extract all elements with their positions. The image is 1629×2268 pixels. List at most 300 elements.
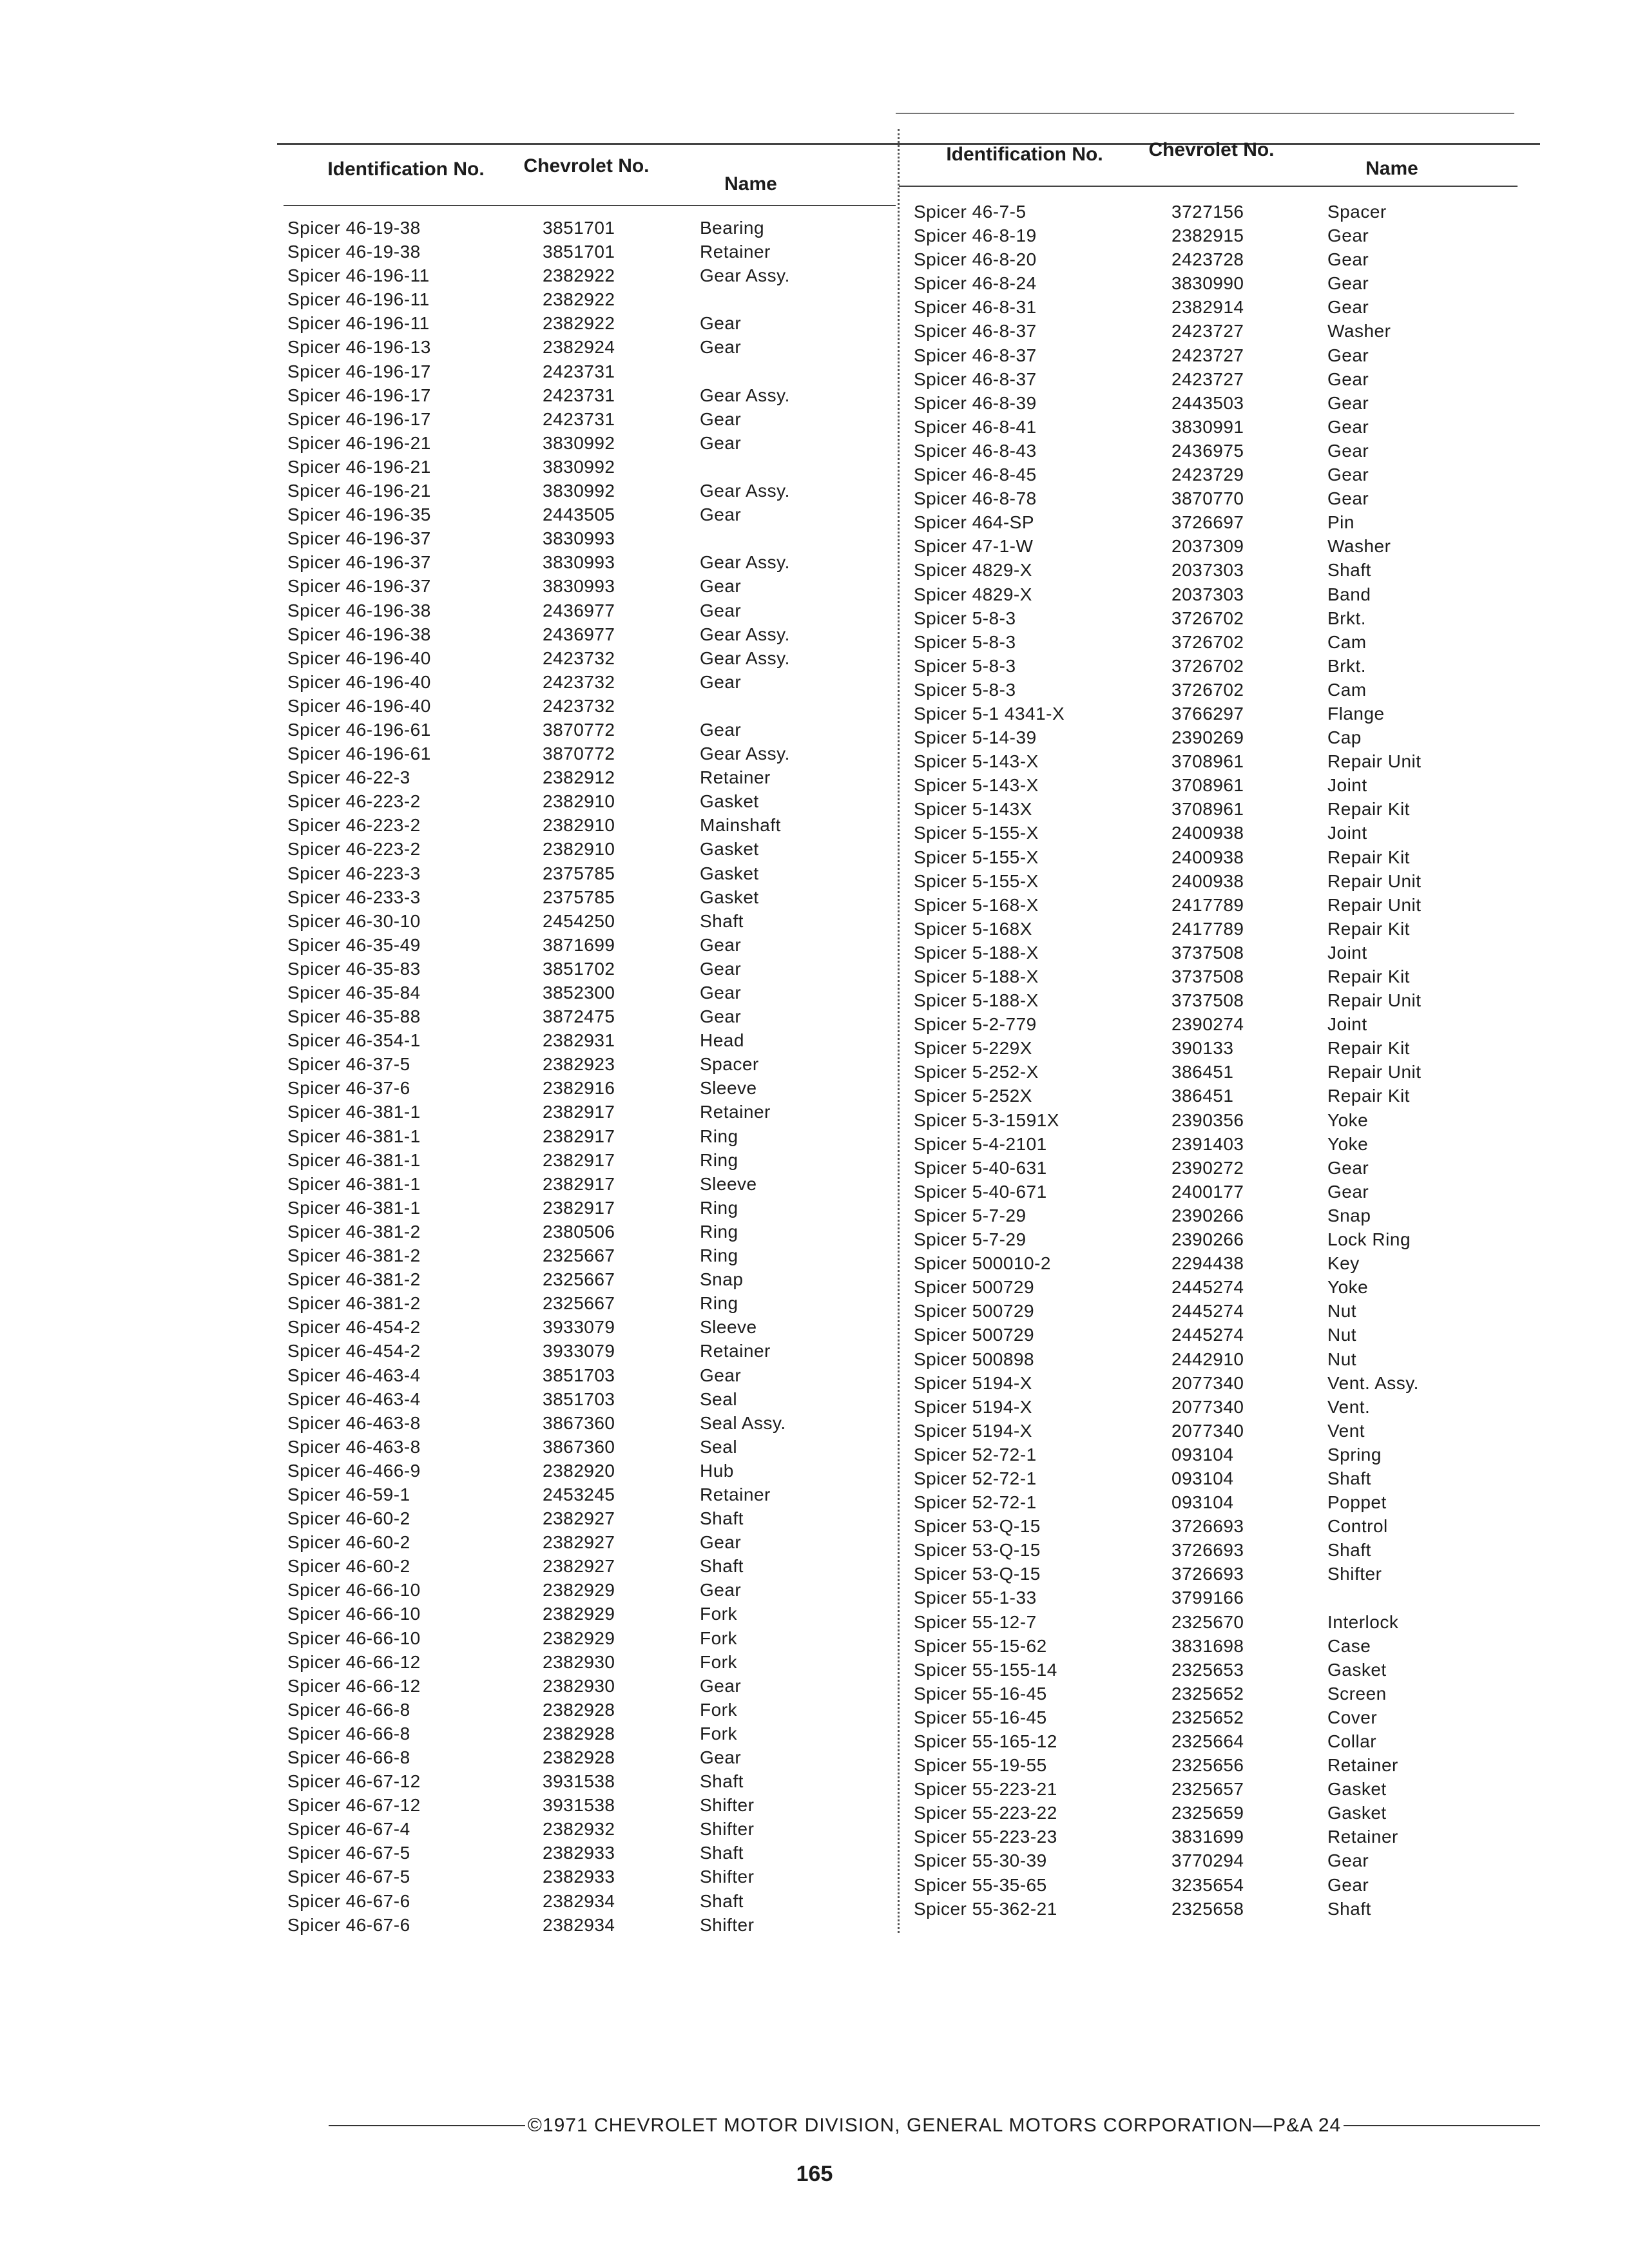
part-id: Spicer 46-196-40 (287, 671, 431, 692)
part-name: Gasket (1327, 1659, 1387, 1680)
table-row (914, 321, 1532, 345)
chevrolet-number: 2382927 (543, 1556, 615, 1577)
part-name: Vent. Assy. (1327, 1372, 1419, 1393)
table-row (287, 361, 893, 385)
chevrolet-number: 3830993 (543, 528, 615, 549)
part-name: Fork (700, 1723, 737, 1744)
table-row (914, 512, 1532, 536)
chevrolet-number: 2382927 (543, 1508, 615, 1529)
part-id: Spicer 46-463-8 (287, 1412, 421, 1433)
part-name: Gear (700, 505, 742, 525)
part-id: Spicer 46-8-20 (914, 249, 1037, 270)
part-name: Shaft (700, 1890, 744, 1911)
chevrolet-number: 2390269 (1171, 727, 1244, 748)
part-name: Pin (1327, 512, 1354, 533)
table-row (287, 1437, 893, 1461)
table-row (287, 1485, 893, 1508)
part-id: Spicer 46-66-8 (287, 1747, 410, 1767)
table-row (914, 1229, 1532, 1253)
chevrolet-number: 3766297 (1171, 703, 1244, 724)
table-row (287, 1508, 893, 1532)
part-id: Spicer 5-8-3 (914, 655, 1016, 676)
part-name: Yoke (1327, 1110, 1369, 1130)
part-id: Spicer 46-196-21 (287, 432, 431, 453)
table-row (914, 919, 1532, 943)
chevrolet-number: 2382928 (543, 1699, 615, 1720)
table-row (914, 727, 1532, 751)
part-name: Retainer (700, 1484, 771, 1504)
table-row (287, 409, 893, 433)
table-row (287, 265, 893, 289)
table-row (287, 1771, 893, 1795)
chevrolet-number: 2325667 (543, 1245, 615, 1266)
table-row (287, 767, 893, 791)
part-name: Flange (1327, 703, 1385, 724)
chevrolet-number: 2390266 (1171, 1205, 1244, 1225)
part-id: Spicer 46-381-2 (287, 1269, 421, 1290)
part-id: Spicer 5-40-631 (914, 1157, 1047, 1178)
part-name: Seal (700, 1389, 738, 1409)
part-name: Cap (1327, 727, 1362, 748)
part-id: Spicer 55-165-12 (914, 1731, 1057, 1751)
part-name: Washer (1327, 536, 1391, 557)
table-row (914, 1564, 1532, 1588)
part-name: Band (1327, 584, 1371, 604)
table-row (914, 393, 1532, 417)
chevrolet-number: 3737508 (1171, 990, 1244, 1011)
table-row (914, 1182, 1532, 1206)
part-id: Spicer 46-196-38 (287, 624, 431, 644)
part-id: Spicer 55-1-33 (914, 1588, 1037, 1608)
part-name: Gear (1327, 1874, 1369, 1895)
chevrolet-number: 2325658 (1171, 1898, 1244, 1919)
part-name: Shifter (700, 1819, 755, 1840)
part-id: Spicer 53-Q-15 (914, 1516, 1041, 1537)
table-row (914, 895, 1532, 919)
part-id: Spicer 5-143-X (914, 775, 1039, 796)
table-row (914, 1373, 1532, 1397)
chevrolet-number: 2077340 (1171, 1396, 1244, 1417)
part-id: Spicer 46-466-9 (287, 1460, 421, 1481)
table-row (287, 696, 893, 720)
part-name: Gear (1327, 1850, 1369, 1871)
part-id: Spicer 55-30-39 (914, 1850, 1047, 1871)
part-id: Spicer 46-196-38 (287, 600, 431, 620)
part-id: Spicer 46-196-11 (287, 265, 430, 286)
chevrolet-number: 2382933 (543, 1843, 615, 1863)
chevrolet-number: 2037303 (1171, 584, 1244, 604)
part-name: Shifter (700, 1795, 755, 1816)
table-row (914, 584, 1532, 608)
part-id: Spicer 46-19-38 (287, 242, 421, 262)
part-id: Spicer 500729 (914, 1301, 1035, 1321)
table-row (287, 1389, 893, 1413)
part-id: Spicer 46-8-31 (914, 297, 1037, 318)
table-row (914, 1134, 1532, 1158)
part-id: Spicer 5-2-779 (914, 1014, 1037, 1035)
part-id: Spicer 5-8-3 (914, 608, 1016, 628)
chevrolet-number: 3726702 (1171, 655, 1244, 676)
table-row (287, 385, 893, 409)
chevrolet-number: 2423731 (543, 385, 615, 405)
table-row (287, 481, 893, 505)
chevrolet-number: 2325653 (1171, 1659, 1244, 1680)
table-row (914, 751, 1532, 775)
table-row (914, 1492, 1532, 1516)
part-name: Snap (700, 1269, 744, 1290)
chevrolet-number: 2442910 (1171, 1349, 1244, 1369)
part-name: Seal Assy. (700, 1412, 786, 1433)
part-name: Joint (1327, 942, 1367, 963)
part-id: Spicer 52-72-1 (914, 1468, 1037, 1488)
table-row (914, 488, 1532, 512)
chevrolet-number: 2375785 (543, 887, 615, 907)
chevrolet-number: 3830993 (543, 552, 615, 573)
table-row (914, 608, 1532, 632)
part-id: Spicer 46-67-5 (287, 1843, 410, 1863)
part-name: Yoke (1327, 1277, 1369, 1298)
part-id: Spicer 46-8-24 (914, 273, 1037, 294)
left-parts-list (287, 218, 893, 1939)
chevrolet-number: 2423731 (543, 361, 615, 381)
chevrolet-number: 3708961 (1171, 799, 1244, 820)
left-header-rule (284, 205, 896, 206)
part-name: Gear (1327, 273, 1369, 294)
part-name: Ring (700, 1149, 738, 1170)
part-id: Spicer 47-1-W (914, 536, 1034, 557)
part-name: Gear (700, 337, 742, 358)
part-id: Spicer 46-381-1 (287, 1197, 421, 1218)
chevrolet-number: 3727156 (1171, 202, 1244, 222)
table-row (287, 1891, 893, 1915)
part-id: Spicer 46-223-2 (287, 839, 421, 860)
part-id: Spicer 46-60-2 (287, 1556, 410, 1577)
chevrolet-number: 3872475 (543, 1006, 615, 1027)
chevrolet-number: 2423727 (1171, 321, 1244, 341)
table-row (287, 242, 893, 265)
table-row (914, 1540, 1532, 1564)
part-id: Spicer 46-67-12 (287, 1795, 421, 1816)
table-row (287, 1724, 893, 1747)
part-id: Spicer 46-381-1 (287, 1149, 421, 1170)
chevrolet-number: 2423732 (543, 695, 615, 716)
page-number: 165 (796, 2162, 833, 2186)
table-row (287, 624, 893, 648)
chevrolet-number: 2382923 (543, 1054, 615, 1075)
chevrolet-number: 3933079 (543, 1341, 615, 1361)
table-row (914, 1707, 1532, 1731)
chevrolet-number: 3726702 (1171, 679, 1244, 700)
part-name: Sleeve (700, 1078, 757, 1099)
part-name: Key (1327, 1253, 1360, 1274)
part-id: Spicer 5194-X (914, 1420, 1032, 1441)
part-name: Brkt. (1327, 655, 1367, 676)
part-id: Spicer 46-8-45 (914, 465, 1037, 485)
part-name: Case (1327, 1635, 1371, 1656)
chevrolet-number: 2325670 (1171, 1611, 1244, 1632)
part-id: Spicer 55-16-45 (914, 1707, 1047, 1727)
part-id: Spicer 46-223-2 (287, 815, 421, 836)
chevrolet-number: 3737508 (1171, 966, 1244, 986)
part-id: Spicer 5-155-X (914, 847, 1039, 867)
part-id: Spicer 55-12-7 (914, 1611, 1037, 1632)
part-name: Gear (700, 1675, 742, 1696)
footer-rule-left (329, 2125, 525, 2126)
chevrolet-number: 2453245 (543, 1484, 615, 1504)
part-name: Ring (700, 1221, 738, 1242)
part-name: Shaft (1327, 1540, 1371, 1561)
chevrolet-number: 3931538 (543, 1771, 615, 1792)
part-name: Gear (700, 719, 742, 740)
part-id: Spicer 46-60-2 (287, 1532, 410, 1553)
table-row (914, 1779, 1532, 1803)
part-name: Shaft (1327, 1468, 1371, 1488)
part-name: Shifter (700, 1914, 755, 1935)
part-name: Shifter (700, 1867, 755, 1887)
part-name: Repair Kit (1327, 799, 1410, 820)
part-name: Gear (700, 1532, 742, 1553)
part-id: Spicer 46-60-2 (287, 1508, 410, 1529)
chevrolet-number: 3726693 (1171, 1564, 1244, 1584)
part-id: Spicer 500898 (914, 1349, 1035, 1369)
part-name: Gear (700, 432, 742, 453)
chevrolet-number: 2423732 (543, 648, 615, 668)
column-divider (898, 129, 900, 1933)
chevrolet-number: 2382917 (543, 1126, 615, 1146)
table-row (914, 1612, 1532, 1636)
chevrolet-number: 2390356 (1171, 1110, 1244, 1130)
part-id: Spicer 46-66-12 (287, 1651, 421, 1672)
table-row (287, 983, 893, 1006)
table-row (287, 552, 893, 576)
table-row (287, 1700, 893, 1724)
part-id: Spicer 46-30-10 (287, 910, 421, 931)
table-row (914, 249, 1532, 273)
chevrolet-number: 3830991 (1171, 416, 1244, 437)
part-name: Gear (700, 1006, 742, 1027)
chevrolet-number: 2382922 (543, 313, 615, 334)
table-row (914, 943, 1532, 966)
chevrolet-number: 2400177 (1171, 1181, 1244, 1202)
chevrolet-number: 2443505 (543, 505, 615, 525)
part-name: Gear (1327, 345, 1369, 365)
right-header-rule (899, 186, 1518, 187)
part-id: Spicer 5-8-3 (914, 631, 1016, 652)
table-row (914, 226, 1532, 249)
part-name: Gear (700, 983, 742, 1003)
chevrolet-number: 2382910 (543, 815, 615, 836)
right-header-name: Name (1365, 158, 1418, 179)
part-id: Spicer 500010-2 (914, 1253, 1051, 1274)
part-id: Spicer 5-40-671 (914, 1181, 1047, 1202)
part-id: Spicer 55-362-21 (914, 1898, 1057, 1919)
part-name: Gear (700, 313, 742, 334)
part-name: Repair Kit (1327, 918, 1410, 939)
part-id: Spicer 5-229X (914, 1038, 1032, 1059)
chevrolet-number: 3851703 (543, 1389, 615, 1409)
table-row (914, 1850, 1532, 1874)
part-name: Gear (700, 600, 742, 620)
table-row (914, 1110, 1532, 1134)
part-name: Gasket (700, 791, 759, 812)
part-id: Spicer 46-196-37 (287, 528, 431, 549)
part-name: Gear (1327, 1157, 1369, 1178)
table-row (287, 1030, 893, 1054)
part-name: Vent. (1327, 1396, 1371, 1417)
chevrolet-number: 3851701 (543, 218, 615, 238)
part-name: Gear (700, 671, 742, 692)
part-name: Repair Kit (1327, 1086, 1410, 1106)
chevrolet-number: 2037303 (1171, 560, 1244, 581)
chevrolet-number: 3726693 (1171, 1540, 1244, 1561)
part-id: Spicer 46-8-37 (914, 345, 1037, 365)
table-row (287, 1915, 893, 1939)
part-id: Spicer 5-143X (914, 799, 1032, 820)
table-row (914, 369, 1532, 393)
part-name: Gear (1327, 416, 1369, 437)
part-id: Spicer 46-67-6 (287, 1914, 410, 1935)
footer-rule-right (1344, 2125, 1540, 2126)
chevrolet-number: 2382922 (543, 265, 615, 286)
part-id: Spicer 46-19-38 (287, 218, 421, 238)
chevrolet-number: 2382917 (543, 1173, 615, 1194)
table-row (914, 1253, 1532, 1277)
part-name: Cover (1327, 1707, 1378, 1727)
part-id: Spicer 46-37-6 (287, 1078, 410, 1099)
part-id: Spicer 52-72-1 (914, 1444, 1037, 1465)
part-name: Retainer (700, 767, 771, 788)
chevrolet-number: 2382934 (543, 1890, 615, 1911)
chevrolet-number: 3851701 (543, 242, 615, 262)
chevrolet-number: 3831699 (1171, 1827, 1244, 1847)
table-row (287, 1843, 893, 1867)
part-name: Fork (700, 1651, 737, 1672)
part-name: Ring (700, 1245, 738, 1266)
chevrolet-number: 3830992 (543, 456, 615, 477)
part-name: Shaft (700, 1771, 744, 1792)
part-name: Gear (1327, 465, 1369, 485)
chevrolet-number: 3867360 (543, 1412, 615, 1433)
table-row (914, 1038, 1532, 1062)
part-name: Gasket (700, 887, 759, 907)
table-row (914, 632, 1532, 656)
part-id: Spicer 52-72-1 (914, 1492, 1037, 1513)
chevrolet-number: 3737508 (1171, 942, 1244, 963)
table-row (914, 871, 1532, 895)
chevrolet-number: 2382929 (543, 1580, 615, 1600)
chevrolet-number: 2390272 (1171, 1157, 1244, 1178)
part-name: Gear (1327, 369, 1369, 389)
part-name: Yoke (1327, 1133, 1369, 1154)
chevrolet-number: 3851703 (543, 1365, 615, 1385)
part-id: Spicer 5-4-2101 (914, 1133, 1047, 1154)
part-name: Shaft (700, 1508, 744, 1529)
chevrolet-number: 3870770 (1171, 488, 1244, 509)
table-row (287, 1078, 893, 1102)
chevrolet-number: 2325667 (543, 1293, 615, 1314)
part-id: Spicer 4829-X (914, 584, 1032, 604)
part-id: Spicer 500729 (914, 1325, 1035, 1345)
part-name: Gear (700, 1747, 742, 1767)
part-name: Fork (700, 1604, 737, 1624)
part-id: Spicer 46-196-21 (287, 456, 431, 477)
table-row (914, 297, 1532, 321)
table-row (914, 1158, 1532, 1182)
part-name: Gear (700, 934, 742, 955)
part-id: Spicer 46-196-40 (287, 695, 431, 716)
part-name: Gear (1327, 488, 1369, 509)
chevrolet-number: 2423731 (543, 408, 615, 429)
table-row (287, 1102, 893, 1126)
table-row (287, 1413, 893, 1437)
part-name: Retainer (1327, 1755, 1398, 1776)
chevrolet-number: 3852300 (543, 983, 615, 1003)
part-id: Spicer 46-8-41 (914, 416, 1037, 437)
part-name: Repair Kit (1327, 1038, 1410, 1059)
table-row (287, 672, 893, 696)
part-name: Gear Assy. (700, 481, 790, 501)
table-row (287, 744, 893, 767)
left-header-name: Name (724, 173, 777, 195)
part-id: Spicer 5-7-29 (914, 1229, 1027, 1250)
part-name: Gasket (700, 839, 759, 860)
table-row (914, 656, 1532, 680)
part-name: Seal (700, 1436, 738, 1457)
table-row (914, 1731, 1532, 1755)
part-name: Repair Unit (1327, 990, 1422, 1011)
chevrolet-number: 2382910 (543, 839, 615, 860)
part-id: Spicer 46-35-83 (287, 958, 421, 979)
chevrolet-number: 3235654 (1171, 1874, 1244, 1895)
part-name: Gear (1327, 1181, 1369, 1202)
chevrolet-number: 2325664 (1171, 1731, 1244, 1751)
table-row (914, 775, 1532, 799)
chevrolet-number: 2037309 (1171, 536, 1244, 557)
chevrolet-number: 3871699 (543, 934, 615, 955)
part-id: Spicer 5-143-X (914, 751, 1039, 772)
table-row (287, 1604, 893, 1628)
part-name: Shifter (1327, 1564, 1382, 1584)
table-row (287, 1580, 893, 1604)
chevrolet-number: 3830992 (543, 432, 615, 453)
table-row (914, 1397, 1532, 1421)
chevrolet-number: 2382920 (543, 1460, 615, 1481)
part-id: Spicer 5-8-3 (914, 679, 1016, 700)
part-id: Spicer 55-35-65 (914, 1874, 1047, 1895)
part-id: Spicer 55-16-45 (914, 1683, 1047, 1704)
table-row (914, 799, 1532, 823)
part-name: Shaft (700, 1556, 744, 1577)
table-row (914, 1660, 1532, 1684)
chevrolet-number: 2436977 (543, 624, 615, 644)
part-id: Spicer 46-66-8 (287, 1723, 410, 1744)
table-row (914, 680, 1532, 704)
chevrolet-number: 3831698 (1171, 1635, 1244, 1656)
table-row (287, 218, 893, 242)
part-id: Spicer 46-35-49 (287, 934, 421, 955)
chevrolet-number: 2325657 (1171, 1779, 1244, 1800)
part-id: Spicer 46-22-3 (287, 767, 410, 788)
table-row (287, 839, 893, 863)
chevrolet-number: 2325652 (1171, 1683, 1244, 1704)
table-row (914, 966, 1532, 990)
table-row (287, 433, 893, 457)
chevrolet-number: 3830990 (1171, 273, 1244, 294)
table-row (914, 1062, 1532, 1086)
chevrolet-number: 093104 (1171, 1492, 1234, 1513)
chevrolet-number: 3830993 (543, 576, 615, 597)
top-rule (277, 143, 1540, 145)
